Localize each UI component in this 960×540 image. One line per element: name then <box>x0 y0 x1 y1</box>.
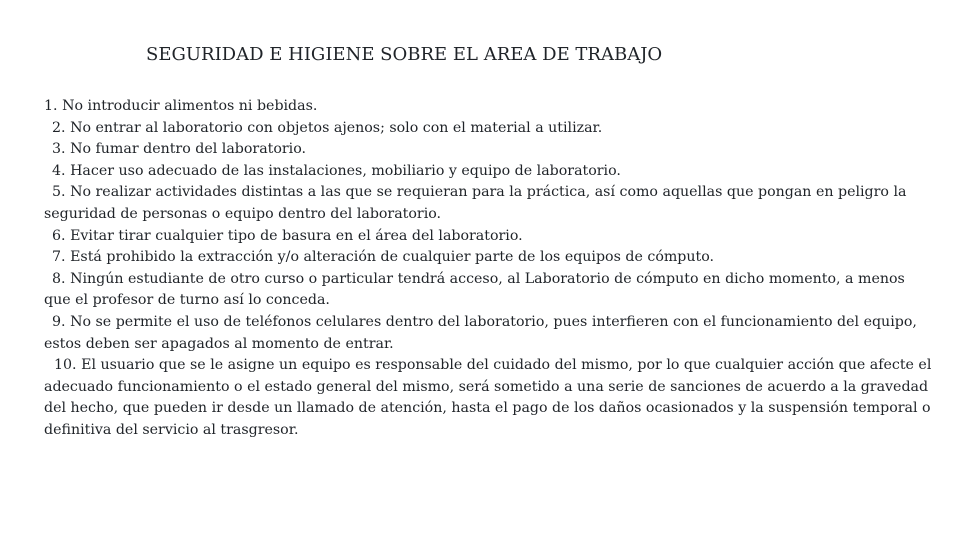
rule-text: No entrar al laboratorio con objetos ajenos; solo con el material a utilizar. <box>70 119 603 136</box>
list-item <box>44 312 934 355</box>
rule-number: 5. <box>52 184 66 201</box>
rule-number: 8. <box>52 270 66 287</box>
rule-number: 7. <box>52 249 66 266</box>
rule-number: 9. <box>52 313 66 330</box>
list-item <box>44 269 934 312</box>
list-item <box>44 182 934 225</box>
rule-text: El usuario que se le asigne un equipo es responsable del cuidado del mismo, por lo que cualquier acción que afecte el adecuado funcionamiento o el estado general del mismo, será sometido a una serie de sanciones de acuerdo a la gravedad del hecho, que pueden ir desde un llamado de atención, hasta el pago de los daños ocasionados y la suspensión temporal o definitiva del servicio al trasgresor. <box>44 357 932 438</box>
rule-text: No fumar dentro del laboratorio. <box>70 141 307 158</box>
list-item <box>44 226 934 248</box>
rule-number: 2. <box>52 119 66 136</box>
list-item <box>44 118 934 140</box>
rule-number: 6. <box>52 227 66 244</box>
rule-text: No se permite el uso de teléfonos celulares dentro del laboratorio, pues interfieren con el funcionamiento del equipo, estos deben ser apagados al momento de entrar. <box>44 313 917 352</box>
rule-text: Está prohibido la extracción y/o alteración de cualquier parte de los equipos de cómputo. <box>70 249 715 266</box>
rule-text: Ningún estudiante de otro curso o particular tendrá acceso, al Laboratorio de cómputo en dicho momento, a menos que el profesor de turno así lo conceda. <box>44 270 905 309</box>
page-title: SEGURIDAD E HIGIENE SOBRE EL AREA DE TRABAJO <box>146 44 663 65</box>
rule-number: 1. <box>44 98 58 114</box>
rules-list <box>44 96 934 442</box>
rule-text: Hacer uso adecuado de las instalaciones, mobiliario y equipo de laboratorio. <box>70 162 621 179</box>
list-item <box>44 247 934 269</box>
rule-number: 4. <box>52 162 66 179</box>
rule-text: Evitar tirar cualquier tipo de basura en el área del laboratorio. <box>70 227 523 244</box>
list-item <box>44 355 934 441</box>
rule-number: 3. <box>52 141 66 158</box>
rule-text: No introducir alimentos ni bebidas. <box>62 98 318 114</box>
list-item <box>44 161 934 183</box>
rule-text: No realizar actividades distintas a las que se requieran para la práctica, así como aquellas que pongan en peligro la seguridad de personas o equipo dentro del laboratorio. <box>44 184 907 222</box>
rule-number: 10. <box>54 357 77 374</box>
list-item <box>44 96 934 118</box>
list-item <box>44 139 934 161</box>
